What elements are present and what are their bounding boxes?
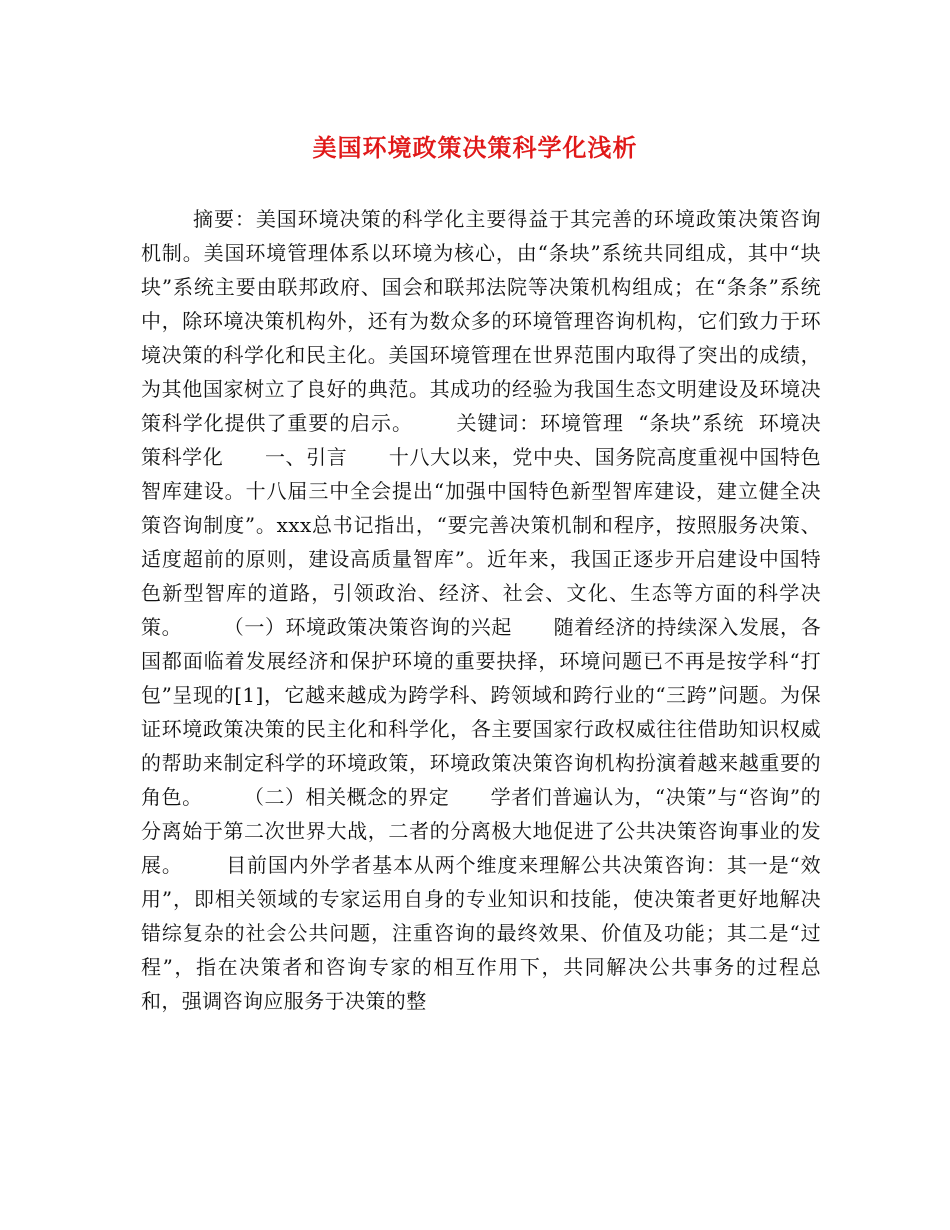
document-body: 摘要：美国环境决策的科学化主要得益于其完善的环境政策决策咨询机制。美国环境管理体系以环境为核心，由“条块”系统共同组成，其中“块块”系统主要由联邦政府、国会和联邦法院等决策机构组成；在“条条”系统中，除环境决策机构外，还有为数众多的环境管理咨询机构，它们致力于环境决策的科学化和民主化。美国环境管理在世界范围内取得了突出的成绩，为其他国家树立了良好的典范。其成功的经验为我国生态文明建设及环境决策科学化提供了重要的启示。 关键词：环境管理 “条块”系统 环境决策科学化 一、引言 十八大以来，党中央、国务院高度重视中国特色智库建设。十八届三中全会提出“加强中国特色新型智库建设，建立健全决策咨询制度”。xxx总书记指出，“要完善决策机制和程序，按照服务决策、适度超前的原则，建设高质量智库”。近年来，我国正逐步开启建设中国特色新型智库的道路，引领政治、经济、社会、文化、生态等方面的科学决策。 （一）环境政策决策咨询的兴起 随着经济的持续深入发展，各国都面临着发展经济和保护环境的重要抉择，环境问题已不再是按学科“打包”呈现的[1]，它越来越成为跨学科、跨领域和跨行业的“三跨”问题。为保证环境政策决策的民主化和科学化，各主要国家行政权威往往借助知识权威的帮助来制定科学的环境政策，环境政策决策咨询机构扮演着越来越重要的角色。 （二）相关概念的界定 学者们普遍认为，“决策”与“咨询”的分离始于第二次世界大战，二者的分离极大地促进了公共决策咨询事业的发展。 目前国内外学者基本从两个维度来理解公共决策咨询：其一是“效用”，即相关领域的专家运用自身的专业知识和技能，使决策者更好地解决错综复杂的社会公共问题，注重咨询的最终效果、价值及功能；其二是“过程”，指在决策者和咨询专家的相互作用下，共同解决公共事务的过程总和，强调咨询应服务于决策的整 xyxy=(141,207,821,1013)
document-title: 美国环境政策决策科学化浅析 xyxy=(312,133,638,162)
